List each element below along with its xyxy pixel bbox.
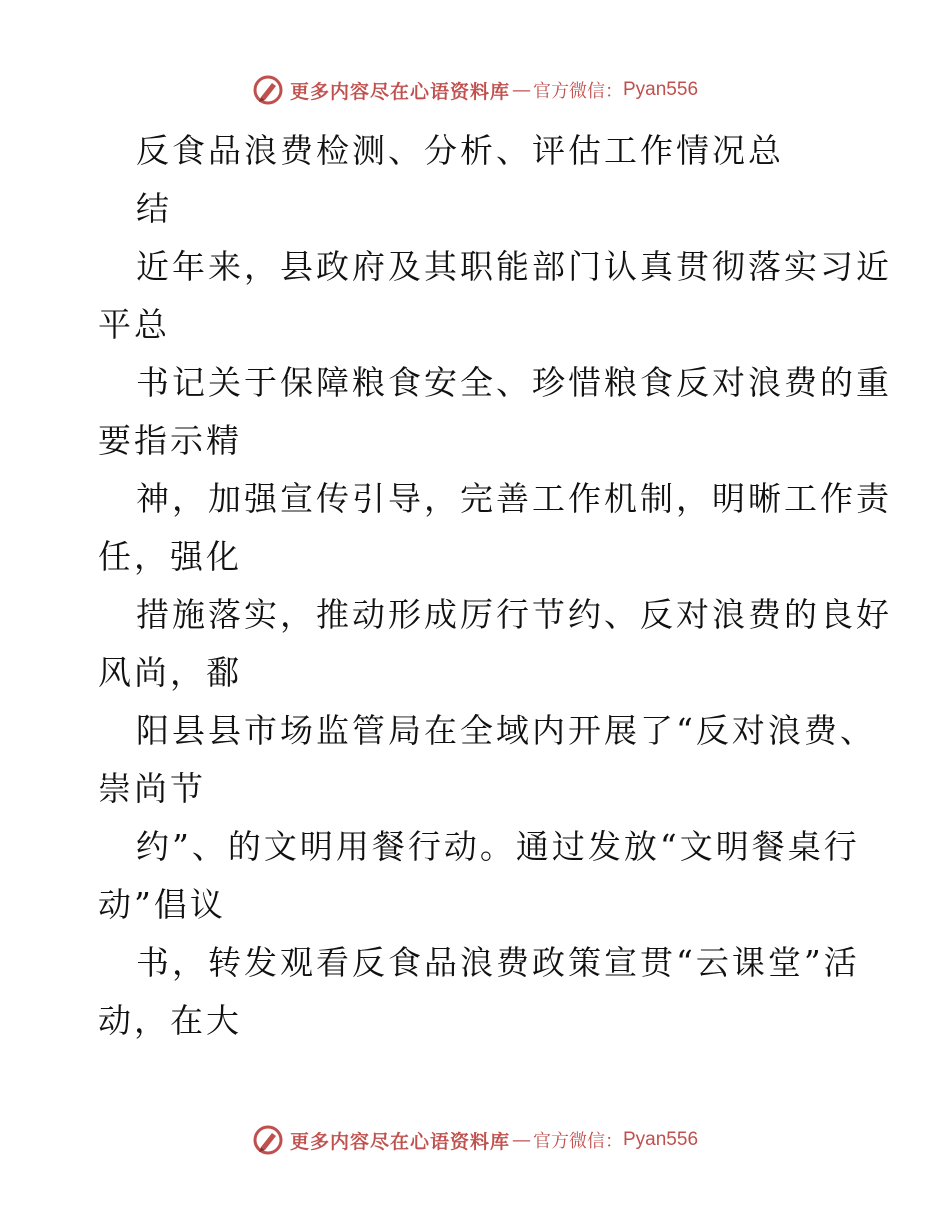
watermark-sub-text: 官方微信： <box>533 1131 623 1152</box>
header-watermark <box>0 70 950 110</box>
document-title-line: 反食品浪费检测、分析、评估工作情况总 <box>136 131 784 170</box>
watermark-main-text: 更多内容尽在心语资料库 <box>289 1130 510 1153</box>
watermark-main-text: 更多内容尽在心语资料库 <box>289 80 510 103</box>
paragraph-line: 书记关于保障粮食安全、珍惜粮食反对浪费的重 <box>136 363 892 402</box>
pen-seal-icon <box>252 74 284 106</box>
paragraph-line: 书，转发观看反食品浪费政策宣贯“云课堂”活 <box>136 943 860 982</box>
watermark-sub-text: 官方微信： <box>533 81 623 102</box>
footer-watermark <box>0 1120 950 1160</box>
paragraph-line: 动”倡议 <box>98 885 226 924</box>
document-title-line: 结 <box>136 189 172 228</box>
paragraph-line: 近年来，县政府及其职能部门认真贯彻落实习近 <box>136 247 892 286</box>
watermark-dash: — <box>512 79 531 101</box>
paragraph-line: 平总 <box>98 305 170 344</box>
watermark-wechat-id: Pyan556 <box>623 1129 699 1150</box>
document-body <box>98 122 892 1050</box>
paragraph-line: 动，在大 <box>98 1001 242 1040</box>
paragraph-line: 约”、的文明用餐行动。通过发放“文明餐桌行 <box>136 827 860 866</box>
paragraph-line: 任，强化 <box>98 537 242 576</box>
watermark-wechat-id: Pyan556 <box>623 79 699 100</box>
watermark-dash: — <box>512 1129 531 1151</box>
paragraph-line: 风尚，鄱 <box>98 653 242 692</box>
pen-seal-icon <box>252 1124 284 1156</box>
paragraph-line: 崇尚节 <box>98 769 206 808</box>
paragraph-line: 要指示精 <box>98 421 242 460</box>
paragraph-line: 神，加强宣传引导，完善工作机制，明晰工作责 <box>136 479 892 518</box>
paragraph-line: 措施落实，推动形成厉行节约、反对浪费的良好 <box>136 595 892 634</box>
paragraph-line: 阳县县市场监管局在全域内开展了“反对浪费、 <box>136 711 876 750</box>
